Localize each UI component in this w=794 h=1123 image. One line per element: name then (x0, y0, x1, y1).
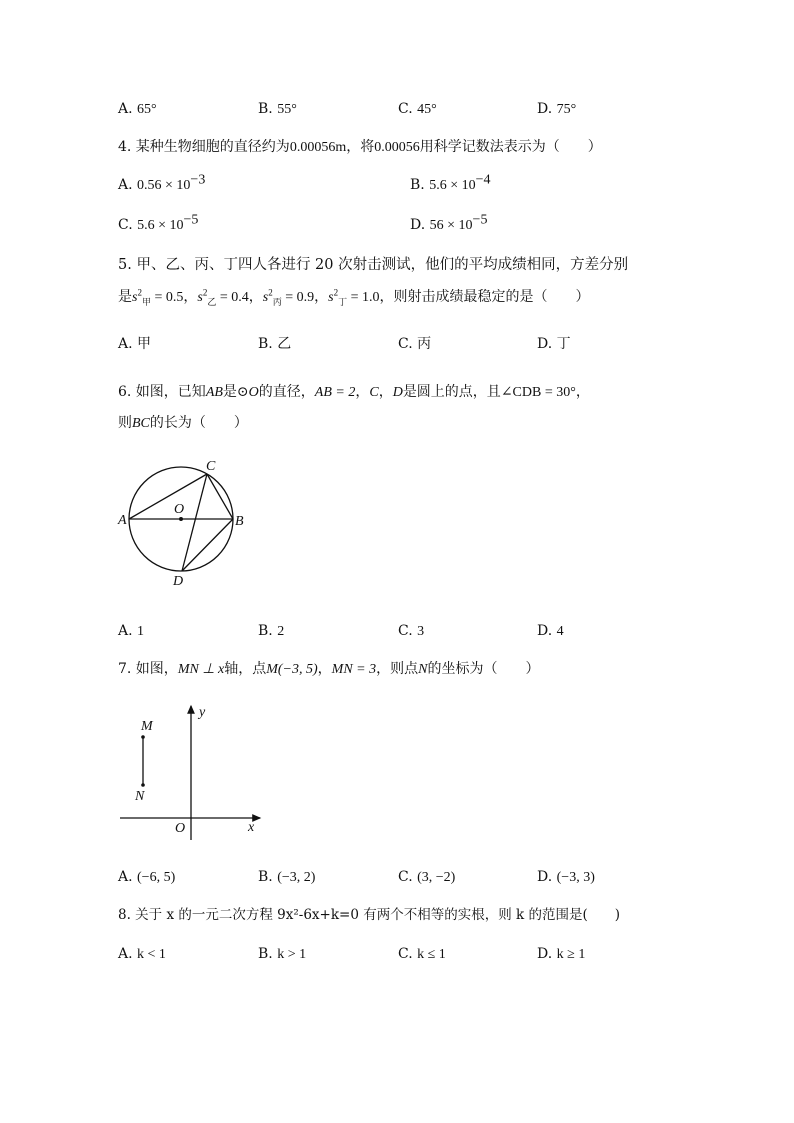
label-d: D (173, 574, 184, 589)
q7-stem: 7. 如图，MN ⊥ x轴，点M(−3, 5)，MN = 3，则点N的坐标为（ ） (118, 661, 540, 677)
q5-option-a[interactable]: A. 甲 (118, 336, 152, 352)
q4-stem: 4. 某种生物细胞的直径约为0.00056m，将0.00056用科学记数法表示为（ ） (118, 139, 602, 155)
q6-option-b[interactable]: B. 2 (258, 623, 285, 639)
q7-option-b[interactable]: B. (−3, 2) (258, 869, 316, 885)
q5-stem-line2: 是$s^2_甲 = 0.5$，$s^2_乙 = 0.4$，$s^2_丙 = 0.9$，$s^2_丁 = 1.0$，则射击成绩最稳定的是（ ） (118, 287, 590, 307)
q6-stem-line2: 则BC的长为（ ） (118, 415, 248, 431)
q6-stem-line1: 6. 如图，已知AB是⊙O的直径，AB = 2，C，D是圆上的点，且∠CDB = 30°， (118, 384, 590, 400)
point-m (141, 735, 145, 739)
chord-ac (129, 474, 207, 519)
q7-coordinate-figure (115, 700, 270, 845)
q6-option-d[interactable]: D. 4 (537, 623, 564, 639)
q8-option-c[interactable]: C. k ≤ 1 (398, 946, 446, 962)
q8-option-a[interactable]: A. k < 1 (118, 946, 166, 962)
q7-option-d[interactable]: D. (−3, 3) (537, 869, 595, 885)
label-x: x (248, 820, 255, 835)
q8-stem: 8. 关于 x 的一元二次方程 9x²-6x+k=0 有两个不相等的实根，则 k 的范围是( ) (118, 907, 621, 923)
q5-stem-line1: 5. 甲、乙、丙、丁四人各进行 20 次射击测试，他们的平均成绩相同，方差分别 (118, 257, 629, 273)
q6-option-c[interactable]: C. 3 (398, 623, 425, 639)
q5-option-c[interactable]: C. 丙 (398, 336, 432, 352)
label-o: O (174, 502, 185, 517)
q8-option-d[interactable]: D. k ≥ 1 (537, 946, 586, 962)
q3-option-a[interactable]: A. 65° (118, 101, 157, 117)
chord-cb (207, 474, 233, 519)
label-n: N (135, 789, 145, 804)
q6-circle-figure (110, 455, 260, 590)
q4-option-b[interactable]: B. $5.6 \times 10^{-4}$ (410, 172, 491, 193)
q3-option-d[interactable]: D. 75° (537, 101, 577, 117)
chord-cd (182, 474, 207, 571)
label-b: B (235, 514, 244, 529)
point-n (141, 783, 145, 787)
q5-option-d[interactable]: D. 丁 (537, 336, 571, 352)
q6-option-a[interactable]: A. 1 (118, 623, 145, 639)
q3-option-b[interactable]: B. 55° (258, 101, 297, 117)
label-a: A (118, 513, 127, 528)
q7-option-a[interactable]: A. (−6, 5) (118, 869, 176, 885)
q4-option-c[interactable]: C. $5.6 \times 10^{-5}$ (118, 212, 199, 233)
q7-option-c[interactable]: C. (3, −2) (398, 869, 456, 885)
q4-option-a[interactable]: A. $0.56 \times 10^{-3}$ (118, 172, 206, 193)
label-o: O (175, 821, 186, 836)
label-c: C (206, 459, 216, 474)
q8-option-b[interactable]: B. k > 1 (258, 946, 307, 962)
label-m: M (141, 719, 153, 734)
q3-option-c[interactable]: C. 45° (398, 101, 437, 117)
q4-option-d[interactable]: D. $56 \times 10^{-5}$ (410, 212, 488, 233)
q5-option-b[interactable]: B. 乙 (258, 336, 292, 352)
label-y: y (199, 705, 206, 720)
center-point (179, 517, 183, 521)
